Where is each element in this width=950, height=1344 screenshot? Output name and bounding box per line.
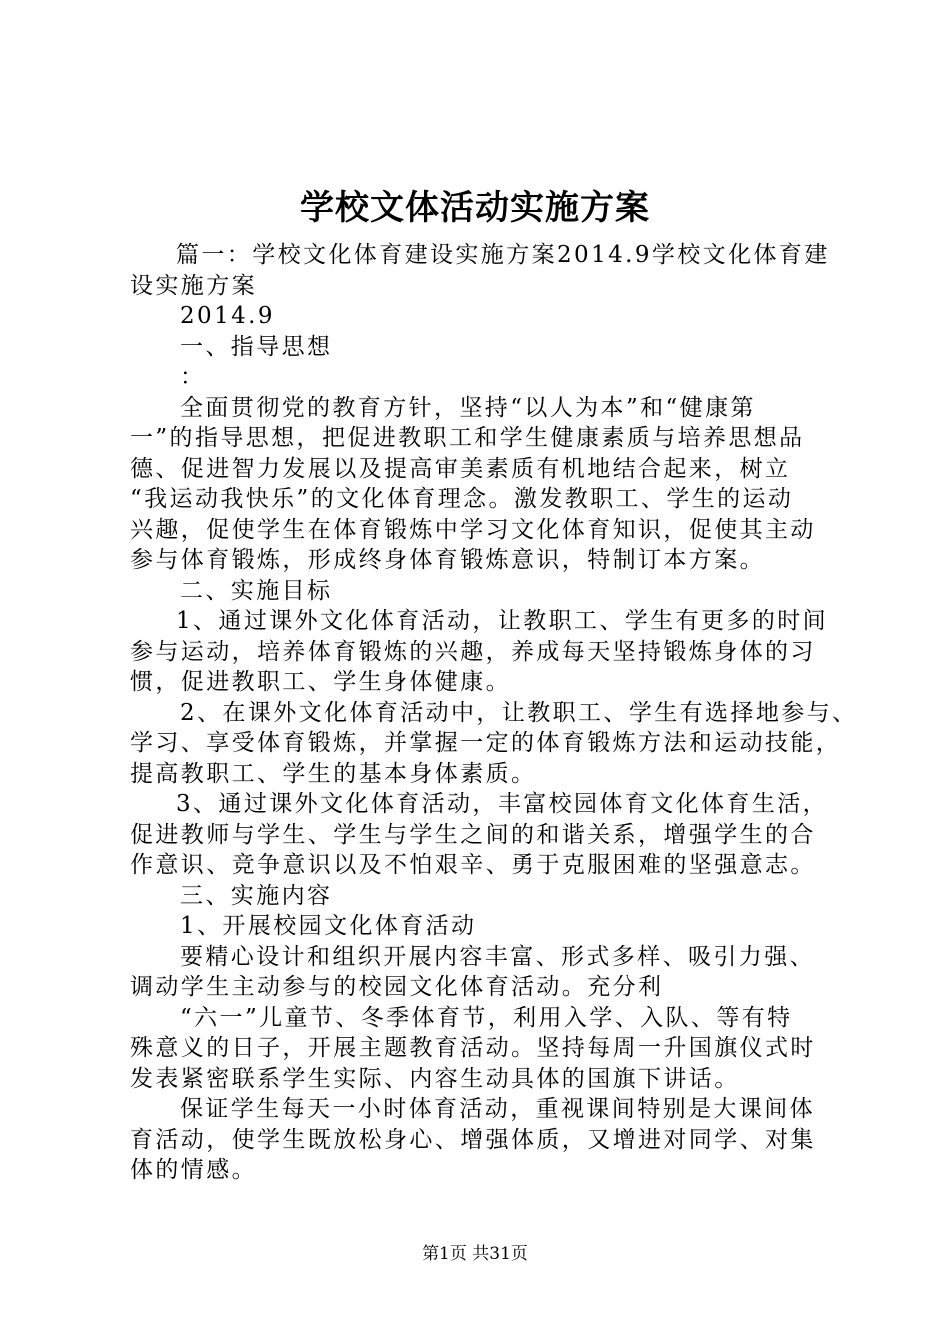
document-line: 2014.9 bbox=[180, 303, 275, 329]
document-line: 设实施方案 bbox=[130, 272, 257, 299]
document-line: 提高教职工、学生的基本身体素质。 bbox=[130, 760, 537, 787]
document-line: 要精心设计和组织开展内容丰富、形式多样、吸引力强、 bbox=[180, 943, 815, 970]
document-line: 殊意义的日子，开展主题教育活动。坚持每周一升国旗仪式时 bbox=[130, 1035, 816, 1061]
document-line: “六一”儿童节、冬季体育节，利用入学、入队、等有特 bbox=[180, 1004, 793, 1031]
document-line: 参与运动，培养体育锻炼的兴趣，养成每天坚持锻炼身体的习 bbox=[130, 638, 816, 665]
document-line: 作意识、竞争意识以及不怕艰辛、勇于克服困难的坚强意志。 bbox=[130, 852, 816, 878]
document-line: “我运动我快乐”的文化体育理念。激发教职工、学生的运动 bbox=[130, 486, 794, 512]
document-body bbox=[130, 240, 858, 1186]
document-title: 学校文体活动实施方案 bbox=[300, 188, 650, 228]
page-footer: 第1页 共31页 bbox=[422, 1244, 528, 1264]
document-line: 篇一：学校文化体育建设实施方案2014.9学校文化体育建 bbox=[176, 242, 830, 268]
document-line: 保证学生每天一小时体育活动，重视课间特别是大课间体 bbox=[180, 1096, 815, 1122]
document-line: 一”的指导思想，把促进教职工和学生健康素质与培养思想品 bbox=[130, 425, 805, 451]
document-line: 1、通过课外文化体育活动，让教职工、学生有更多的时间 bbox=[176, 608, 829, 634]
document-line: 全面贯彻党的教育方针，坚持“以人为本”和“健康第 bbox=[180, 394, 756, 421]
document-line: 3、通过课外文化体育活动，丰富校园体育文化体育生活， bbox=[176, 791, 829, 817]
document-line: 三、实施内容 bbox=[180, 882, 333, 909]
document-line: 促进教师与学生、学生与学生之间的和谐关系，增强学生的合 bbox=[130, 821, 816, 848]
document-line: 二、实施目标 bbox=[180, 577, 333, 604]
document-line: 育活动，使学生既放松身心、增强体质，又增进对同学、对集 bbox=[130, 1126, 816, 1153]
document-line: 德、促进智力发展以及提高审美素质有机地结合起来，树立 bbox=[130, 455, 791, 482]
document-line: 发表紧密联系学生实际、内容生动具体的国旗下讲话。 bbox=[130, 1065, 740, 1092]
document-line: 兴趣，促使学生在体育锻炼中学习文化体育知识，促使其主动 bbox=[130, 516, 816, 543]
document-line: 参与体育锻炼，形成终身体育锻炼意识，特制订本方案。 bbox=[130, 547, 765, 573]
document-line: 一、指导思想 bbox=[180, 333, 333, 360]
document-line: 2、在课外文化体育活动中，让教职工、学生有选择地参与、 bbox=[180, 699, 858, 726]
document-line: 调动学生主动参与的校园文化体育活动。充分利 bbox=[130, 974, 664, 1000]
document-line: 1、开展校园文化体育活动 bbox=[180, 913, 477, 939]
document-line: 体的情感。 bbox=[130, 1157, 257, 1183]
document-line: 学习、享受体育锻炼，并掌握一定的体育锻炼方法和运动技能， bbox=[130, 730, 842, 756]
document-line: 惯，促进教职工、学生身体健康。 bbox=[130, 669, 511, 695]
document-line: ： bbox=[180, 364, 206, 390]
